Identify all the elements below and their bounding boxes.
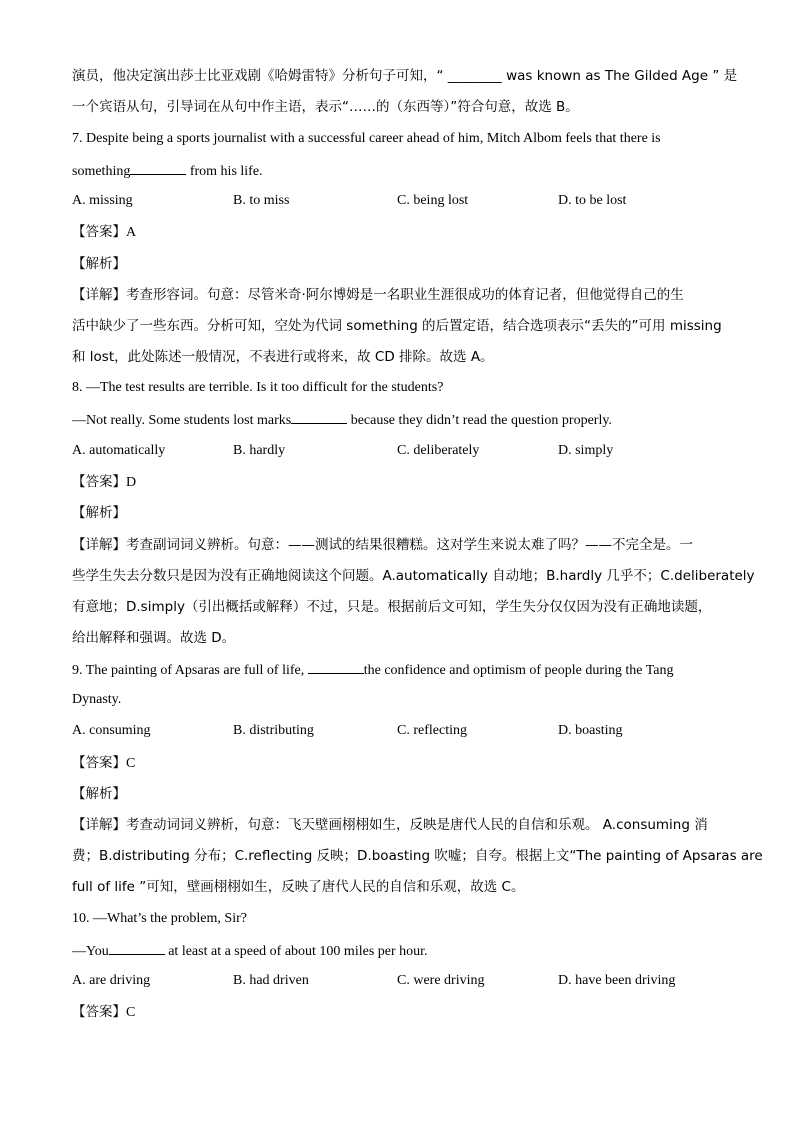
q8-options	[72, 442, 724, 460]
q7-detail-line-3: 和 lost，此处陈述一般情况，不表进行或将来，故 CD 排除。故选 A。	[72, 349, 494, 365]
q7-detail-line-1: 【详解】考查形容词。句意：尽管米奇·阿尔博姆是一名职业生涯很成功的体育记者，但他觉得自己的生	[72, 287, 684, 303]
q9-option-d: D. boasting	[558, 723, 623, 738]
q7-options	[72, 192, 724, 210]
q10-answer-label: 【答案】	[72, 1004, 126, 1020]
q8-stem-line-1: 8. —The test results are terrible. Is it too difficult for the students?	[72, 380, 444, 395]
prev-explanation-line-1: 演员，他决定演出莎士比亚戏剧《哈姆雷特》分析句子可知，“ ________ was known as The Gilded Age ” 是	[72, 68, 738, 84]
q10-option-c: C. were driving	[397, 973, 485, 988]
q7-stem-line-2	[72, 161, 724, 181]
q10-stem-text-a: —You	[72, 944, 109, 959]
q9-option-c: C. reflecting	[397, 723, 467, 738]
q9-option-b: B. distributing	[233, 723, 314, 738]
q7-option-a: A. missing	[72, 193, 133, 208]
q10-answer	[72, 1003, 135, 1022]
q10-option-a: A. are driving	[72, 973, 151, 988]
q10-options	[72, 972, 724, 990]
q7-stem-line-1: 7. Despite being a sports journalist with a successful career ahead of him, Mitch Albom feels that there is	[72, 131, 661, 146]
q8-detail-line-2: 些学生失去分数只是因为没有正确地阅读这个问题。A.automatically 自动地；B.hardly 几乎不；C.deliberately	[72, 568, 755, 584]
q10-stem-line-1: 10. —What’s the problem, Sir?	[72, 911, 247, 926]
q9-answer	[72, 754, 135, 773]
q7-answer-value: A	[126, 225, 137, 240]
prev-explanation-line-2: 一个宾语从句，引导词在从句中作主语，表示“……的（东西等）”符合句意，故选 B。	[72, 99, 579, 115]
q9-detail-line-3: full of life ”可知，壁画栩栩如生，反映了唐代人民的自信和乐观，故选 C。	[72, 879, 525, 895]
q9-answer-label: 【答案】	[72, 755, 126, 771]
q7-analysis-label: 【解析】	[72, 256, 126, 272]
q8-option-b: B. hardly	[233, 443, 286, 458]
q9-stem-line-2: Dynasty.	[72, 692, 122, 707]
q8-option-d: D. simply	[558, 443, 614, 458]
q10-option-d: D. have been driving	[558, 973, 676, 988]
q7-blank	[130, 161, 186, 175]
q8-blank	[291, 410, 347, 424]
q9-stem-text-b: the confidence and optimism of people during the Tang	[363, 663, 674, 678]
q8-answer	[72, 473, 136, 492]
q9-blank	[308, 660, 364, 674]
q9-options	[72, 722, 724, 740]
q9-detail-line-2: 费；B.distributing 分布；C.reflecting 反映；D.boasting 吹嘘；自夸。根据上文“The painting of Apsaras are	[72, 848, 763, 864]
q10-answer-value: C	[126, 1005, 136, 1020]
q7-detail-line-2: 活中缺少了一些东西。分析可知，空处为代词 something 的后置定语，结合选项表示“丢失的”可用 missing	[72, 318, 722, 334]
q10-stem-text-b: at least at a speed of about 100 miles per hour.	[164, 944, 428, 959]
q7-stem-text-b: from his life.	[186, 164, 263, 179]
q8-analysis-label: 【解析】	[72, 505, 126, 521]
q8-answer-value: D	[126, 475, 137, 490]
q7-option-b: B. to miss	[233, 193, 290, 208]
q7-option-c: C. being lost	[397, 193, 469, 208]
q8-detail-line-3: 有意地；D.simply（引出概括或解释）不过，只是。根据前后文可知，学生失分仅仅因为没有正确地读题，	[72, 599, 712, 615]
q10-stem-line-2	[72, 941, 724, 961]
q7-stem-text-a: something	[72, 164, 131, 179]
q9-analysis-label: 【解析】	[72, 786, 126, 802]
q8-stem-line-2	[72, 410, 724, 430]
q9-detail-line-1: 【详解】考查动词词义辨析，句意：飞天壁画栩栩如生，反映是唐代人民的自信和乐观。 A.consuming 消	[72, 817, 708, 833]
q8-option-c: C. deliberately	[397, 443, 480, 458]
q7-answer	[72, 223, 136, 242]
q9-option-a: A. consuming	[72, 723, 151, 738]
q10-option-b: B. had driven	[233, 973, 309, 988]
q8-answer-label: 【答案】	[72, 474, 126, 490]
q8-option-a: A. automatically	[72, 443, 166, 458]
q9-stem-line-1	[72, 660, 724, 680]
q9-answer-value: C	[126, 756, 136, 771]
q7-answer-label: 【答案】	[72, 224, 126, 240]
q7-option-d: D. to be lost	[558, 193, 627, 208]
q8-stem-text-b: because they didn’t read the question properly.	[347, 413, 612, 428]
q10-blank	[109, 941, 165, 955]
q8-detail-line-1: 【详解】考查副词词义辨析。句意：——测试的结果很糟糕。这对学生来说太难了吗？——不完全是。一	[72, 537, 693, 553]
q8-detail-line-4: 给出解释和强调。故选 D。	[72, 630, 236, 646]
q8-stem-text-a: —Not really. Some students lost marks	[72, 413, 292, 428]
q9-stem-text-a: 9. The painting of Apsaras are full of life,	[72, 663, 308, 678]
